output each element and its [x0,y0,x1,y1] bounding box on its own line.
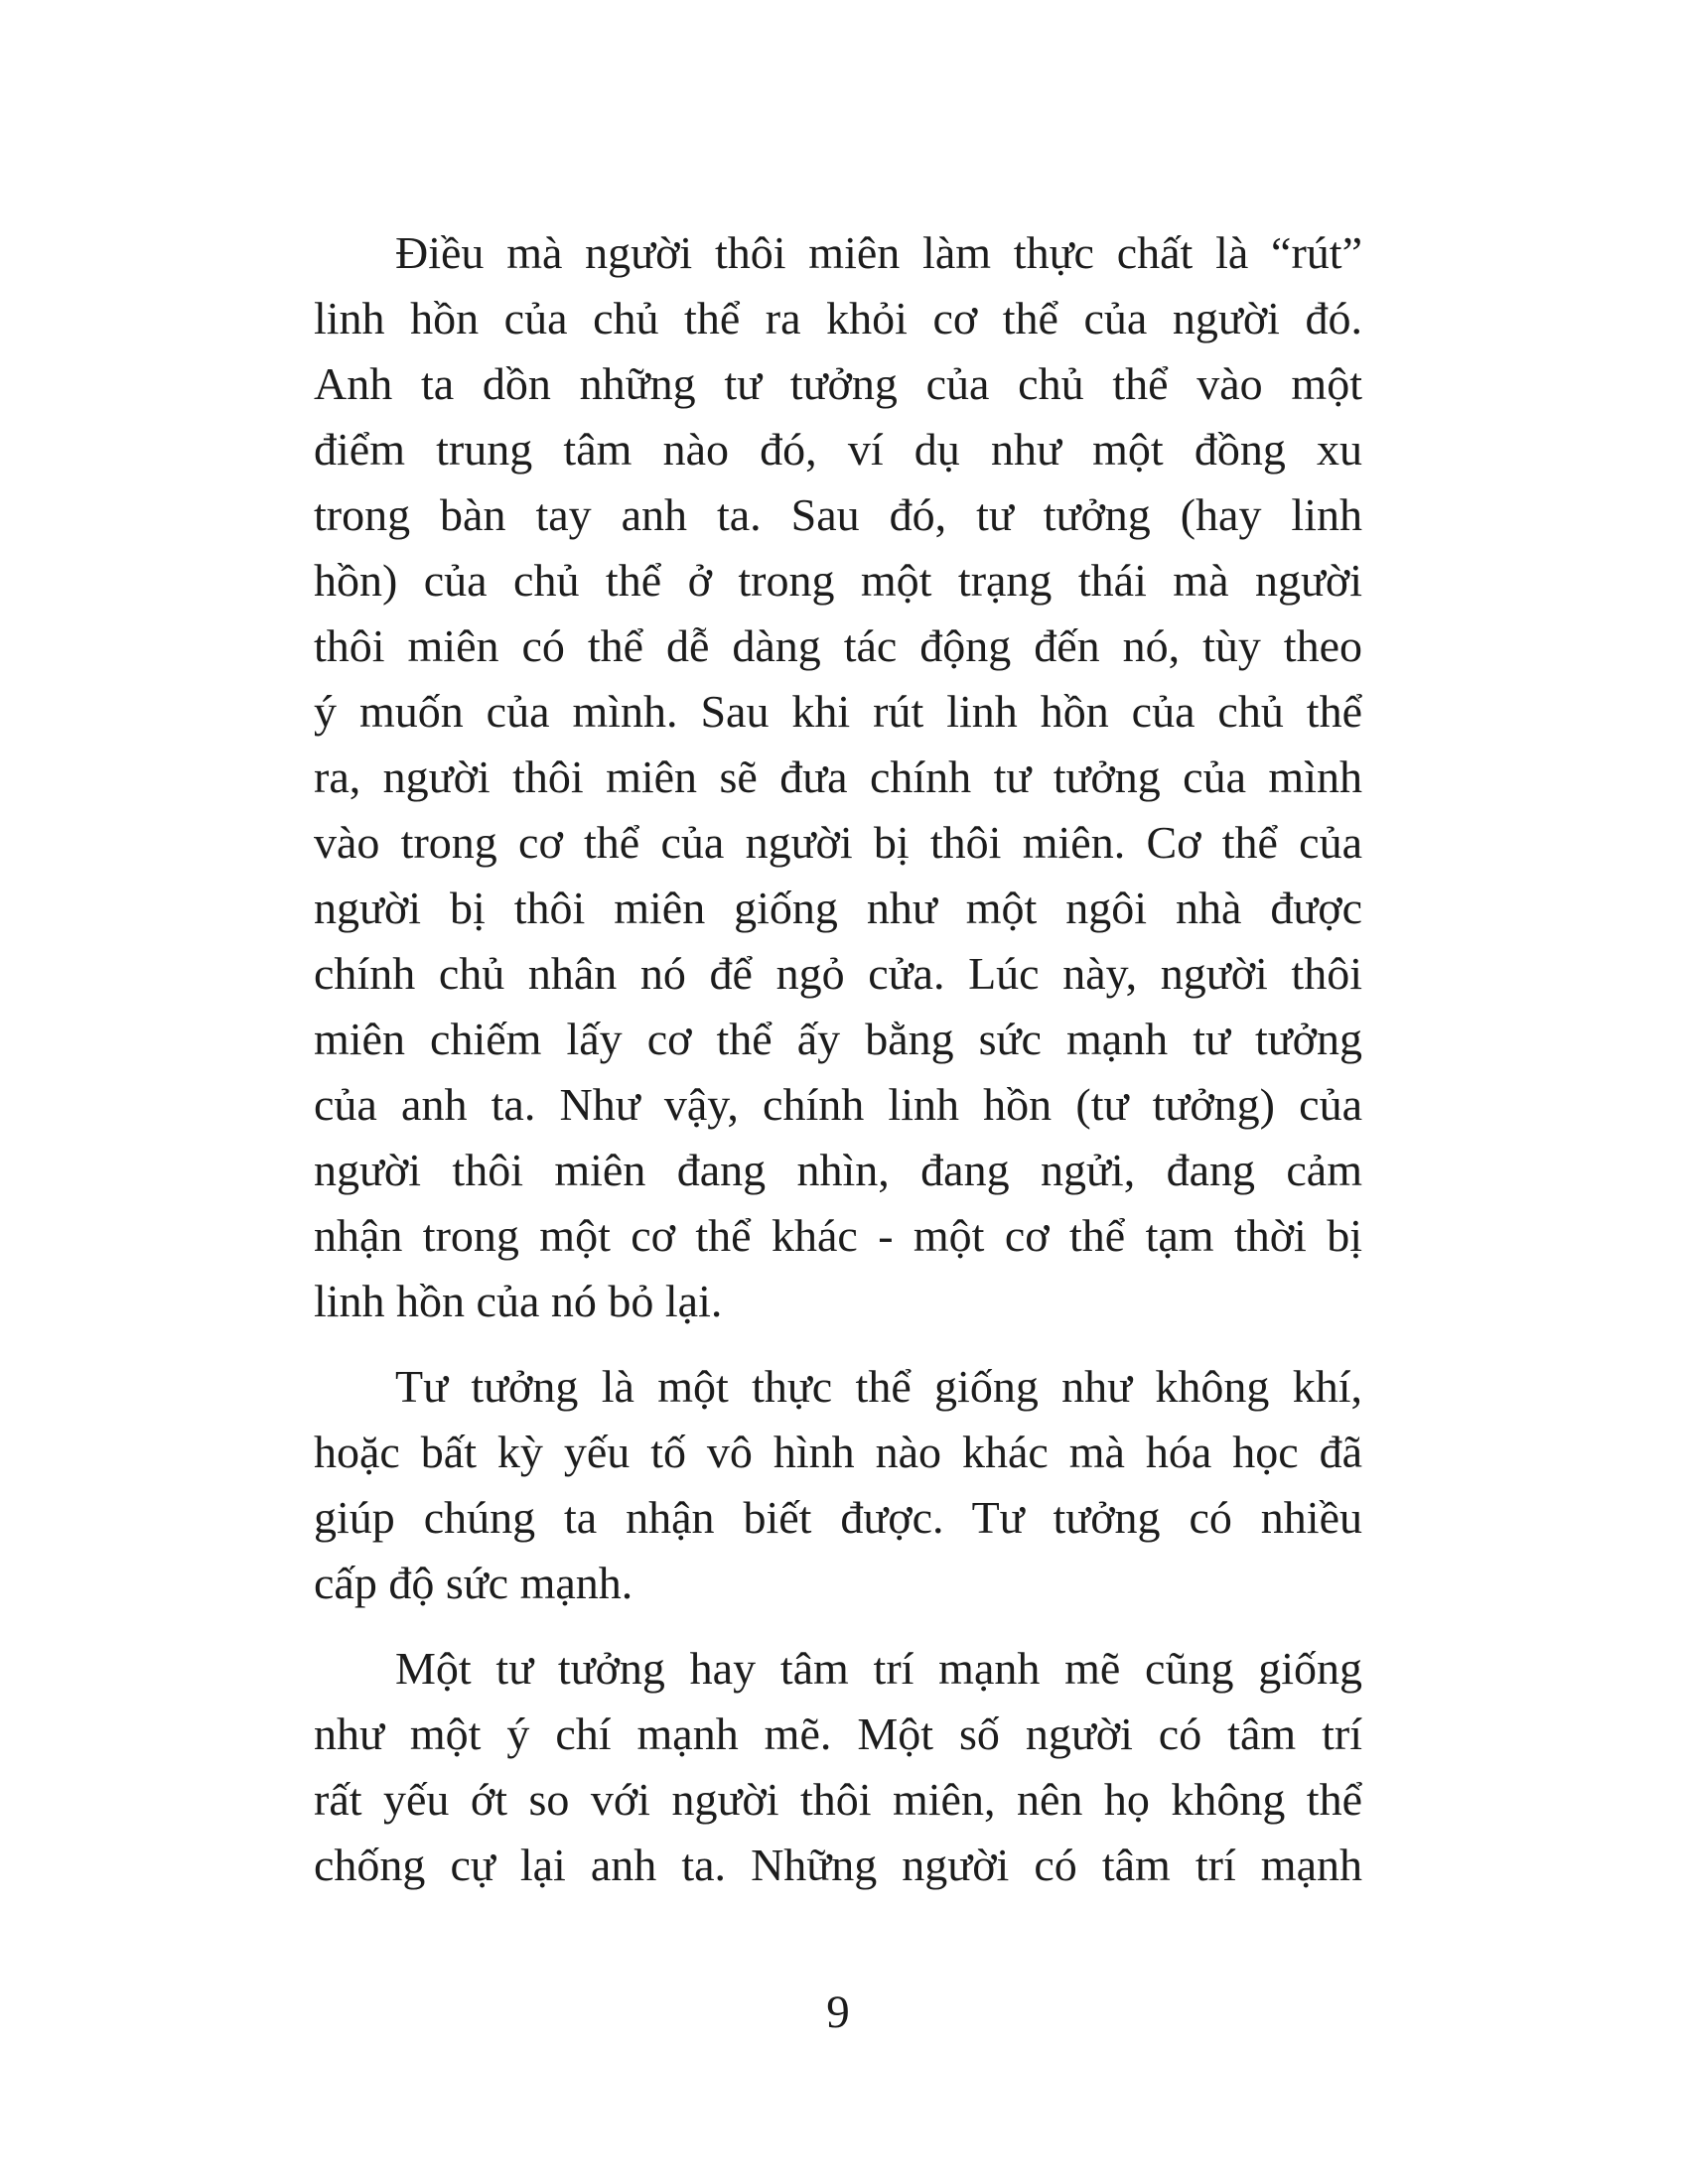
text-line: rất yếu ớt so với người thôi miên, nên họ không thể [314,1774,1362,1825]
paragraph [314,220,1362,1334]
text-line: như một ý chí mạnh mẽ. Một số người có tâm trí [314,1708,1362,1759]
text-line: vào trong cơ thể của người bị thôi miên. Cơ thể của [314,817,1362,868]
page-text-block [314,220,1362,1898]
text-line: linh hồn của chủ thể ra khỏi cơ thể của người đó. [314,293,1362,343]
text-line: chống cự lại anh ta. Những người có tâm trí mạnh [314,1840,1362,1890]
text-line: người bị thôi miên giống như một ngôi nhà được [314,883,1362,933]
text-line: Điều mà người thôi miên làm thực chất là “rút” [395,227,1362,278]
text-line: thôi miên có thể dễ dàng tác động đến nó, tùy theo [314,620,1362,671]
text-line: linh hồn của nó bỏ lại. [314,1276,723,1326]
page-number: 9 [826,1986,850,2038]
text-line: nhận trong một cơ thể khác - một cơ thể tạm thời bị [314,1210,1362,1261]
paragraph [314,1354,1362,1616]
text-line: miên chiếm lấy cơ thể ấy bằng sức mạnh tư tưởng [314,1014,1362,1064]
text-line: Một tư tưởng hay tâm trí mạnh mẽ cũng giống [395,1643,1362,1694]
paragraph [314,1636,1362,1898]
text-line: hoặc bất kỳ yếu tố vô hình nào khác mà hóa học đã [314,1427,1362,1477]
text-line: Tư tưởng là một thực thể giống như không khí, [395,1361,1362,1412]
text-line: hồn) của chủ thể ở trong một trạng thái mà người [314,555,1362,606]
text-line: ra, người thôi miên sẽ đưa chính tư tưởng của mình [314,751,1362,802]
text-line: người thôi miên đang nhìn, đang ngửi, đang cảm [314,1145,1362,1195]
text-line: điểm trung tâm nào đó, ví dụ như một đồng xu [314,424,1362,475]
text-line: Anh ta dồn những tư tưởng của chủ thể vào một [314,358,1362,409]
text-line: cấp độ sức mạnh. [314,1558,633,1608]
text-line: trong bàn tay anh ta. Sau đó, tư tưởng (hay linh [314,489,1362,540]
text-line: giúp chúng ta nhận biết được. Tư tưởng có nhiều [314,1492,1362,1543]
text-line: chính chủ nhân nó để ngỏ cửa. Lúc này, người thôi [314,948,1362,999]
text-line: của anh ta. Như vậy, chính linh hồn (tư tưởng) của [314,1079,1362,1130]
text-line: ý muốn của mình. Sau khi rút linh hồn của chủ thể [314,686,1362,737]
